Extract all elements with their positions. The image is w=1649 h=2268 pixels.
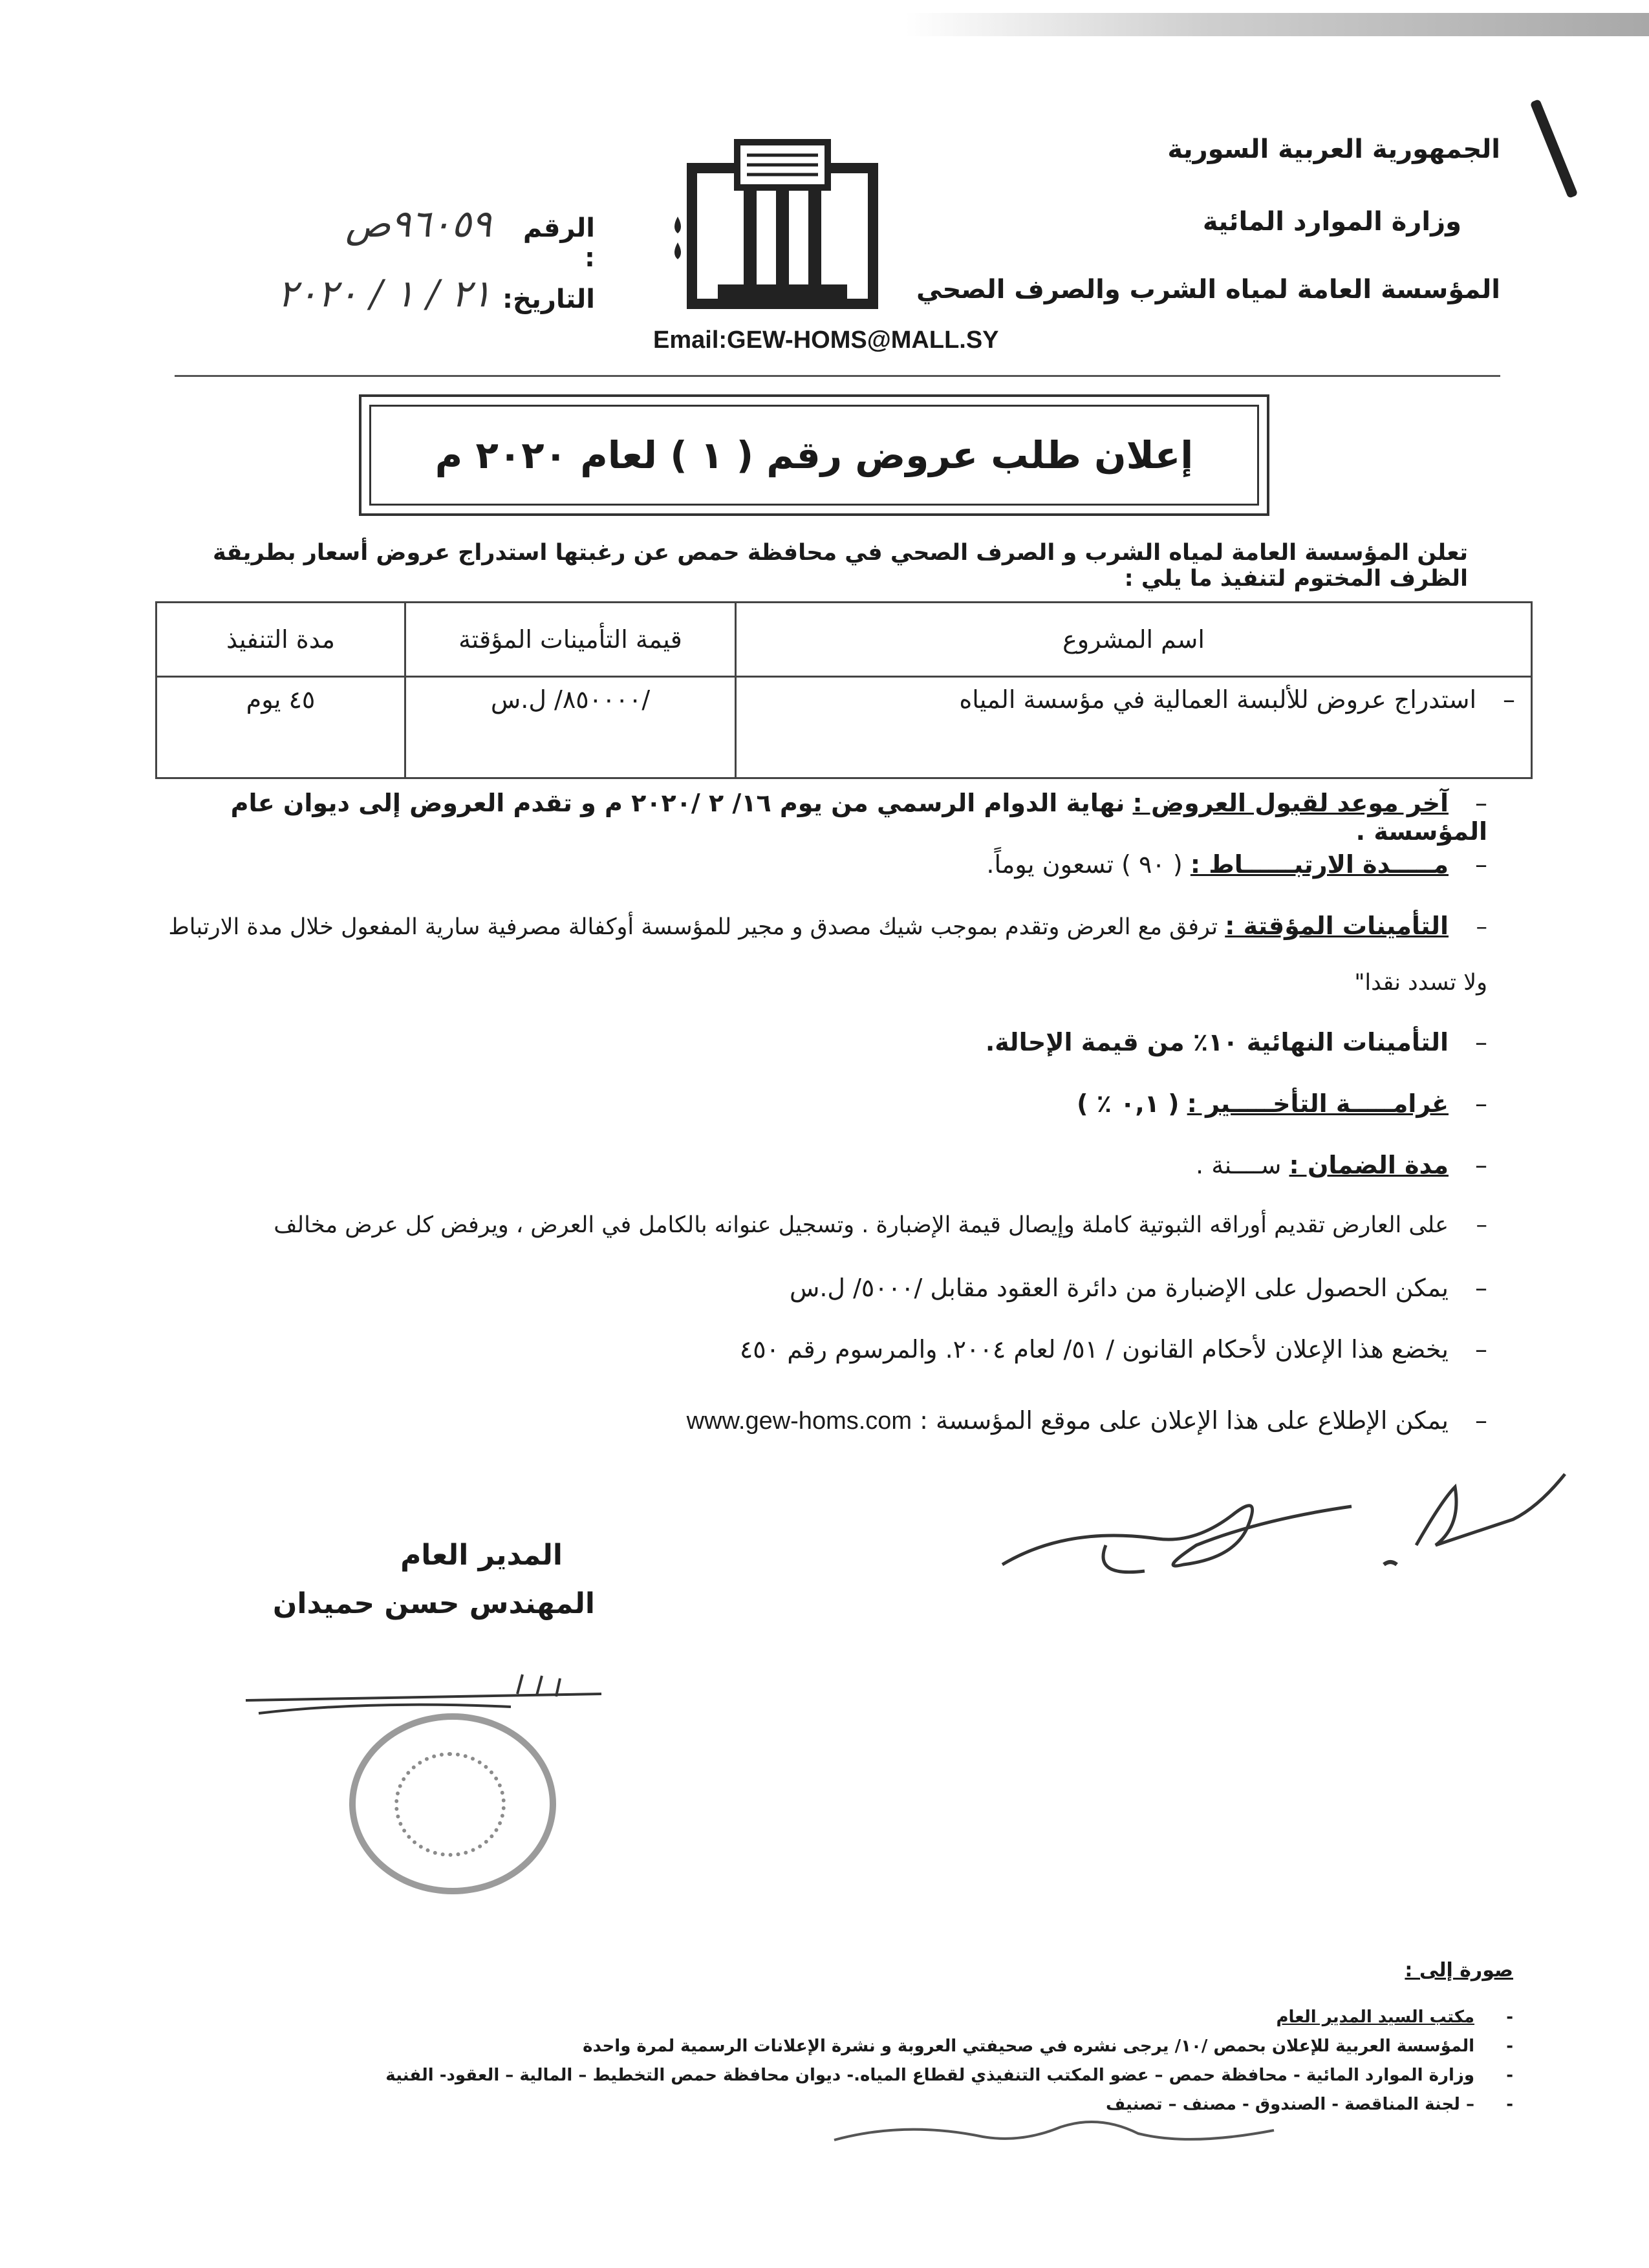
cc-line-1: -مكتب السيد المدير العام	[1276, 2007, 1513, 2027]
list-item-warranty: –مدة الضمان : ســــنة .	[1196, 1151, 1487, 1179]
intro-paragraph: تعلن المؤسسة العامة لمياه الشرب و الصرف الصحي في محافظة حمص عن رغبتها استدراج عروض أسعار بطريقة الظرف المختوم لتنفيذ ما يلي :	[212, 540, 1468, 592]
list-item-final-insurance: –التأمينات النهائية ١٠٪ من قيمة الإحالة.	[985, 1028, 1487, 1056]
list-item-temporary-insurance: –التأمينات المؤقتة : ترفق مع العرض وتقدم بموجب شيك مصدق و مجير للمؤسسة أوكفالة مصرفية سارية المفعول خلال مدة الارتباط	[168, 912, 1487, 940]
official-stamp	[349, 1713, 556, 1894]
list-item-bidder-requirements: –على العارض تقديم أوراقه الثبوتية كاملة وإيصال قيمة الإضبارة . وتسجيل عنوانه بالكامل في العرض ، ويرفض كل عرض مخالف	[274, 1212, 1487, 1238]
stamp-emblem-icon	[394, 1752, 506, 1857]
handwritten-slash-mark	[1530, 99, 1579, 198]
table-row	[156, 677, 1532, 778]
header-temporary-insurance: قيمة التأمينات المؤقتة	[405, 603, 736, 677]
list-item-penalty: –غرامـــــة التأخـــــير : ( ٠,١ ٪ )	[1077, 1089, 1487, 1118]
header-email: Email:GEW-HOMS@MALL.SY	[653, 326, 999, 354]
list-item-deadline: –آخر موعد لقبول العروض : نهاية الدوام الرسمي من يوم ١٦/ ٢ /٢٠٢٠ م و تقدم العروض إلى ديوان عام المؤسسة .	[230, 789, 1487, 846]
date-value-handwritten: ٢١ / ١ / ٢٠٢٠	[277, 272, 491, 316]
date-label: التاريخ:	[502, 284, 595, 314]
cell-execution-period: ٤٥ يوم	[156, 677, 405, 778]
cc-line-2: -المؤسسة العربية للإعلان بحمص /١٠/ يرجى نشره في صحيفتي العروبة و نشرة الإعلانات الرسمية لمرة واحدة	[583, 2037, 1513, 2056]
cc-line-4: -– لجنة المناقصة - الصندوق - مصنف – تصنيف	[1106, 2095, 1513, 2114]
list-item-commitment: –مـــــدة الارتبــــــاط : ( ٩٠ ) تسعون يوماً.	[986, 850, 1487, 879]
announcement-title: إعلان طلب عروض رقم ( ١ ) لعام ٢٠٢٠ م	[435, 433, 1194, 477]
title-frame	[359, 394, 1269, 516]
establishment-logo-icon	[666, 129, 899, 310]
website-link[interactable]: www.gew-homs.com	[686, 1407, 912, 1435]
cc-line-3: -وزارة الموارد المائية - محافظة حمص – عضو المكتب التنفيذي لقطاع المياه.- ديوان محافظة حمص التخطيط – المالية – العقود- الفنية	[385, 2066, 1513, 2085]
cell-temporary-insurance: /٨٥٠٠٠٠/ ل.س	[405, 677, 736, 778]
header-divider	[175, 375, 1500, 377]
signatory-name: المهندس حسن حميدان	[272, 1587, 595, 1620]
cc-title: صورة إلى :	[1405, 1959, 1513, 1982]
header-execution-period: مدة التنفيذ	[156, 603, 405, 677]
cell-project-name: –استدراج عروض للألبسة العمالية في مؤسسة المياه	[736, 677, 1532, 778]
header-project-name: اسم المشروع	[736, 603, 1532, 677]
table-header-row	[156, 603, 1532, 677]
list-item-law: –يخضع هذا الإعلان لأحكام القانون / ٥١/ لعام ٢٠٠٤. والمرسوم رقم ٤٥٠	[739, 1335, 1487, 1364]
header-country: الجمهورية العربية السورية	[1167, 134, 1500, 164]
project-table	[155, 601, 1533, 779]
handwritten-initials-icon	[989, 1468, 1591, 1590]
header-ministry: وزارة الموارد المائية	[1202, 207, 1461, 237]
cc-handwritten-note-icon	[828, 2108, 1280, 2159]
scan-edge-shading	[905, 13, 1649, 36]
list-item-website: –يمكن الإطلاع على هذا الإعلان على موقع المؤسسة : www.gew-homs.com	[686, 1406, 1487, 1435]
header-establishment: المؤسسة العامة لمياه الشرب والصرف الصحي	[916, 275, 1500, 305]
list-item-file-fee: –يمكن الحصول على الإضبارة من دائرة العقود مقابل /٥٠٠٠/ ل.س	[789, 1274, 1487, 1302]
list-item-temporary-insurance-cont: ولا تسدد نقدا"	[1354, 970, 1487, 996]
number-value-handwritten: ٩٦٠٥٩ص	[345, 202, 491, 246]
signatory-role: المدير العام	[400, 1539, 563, 1572]
number-label: الرقم :	[523, 213, 595, 273]
